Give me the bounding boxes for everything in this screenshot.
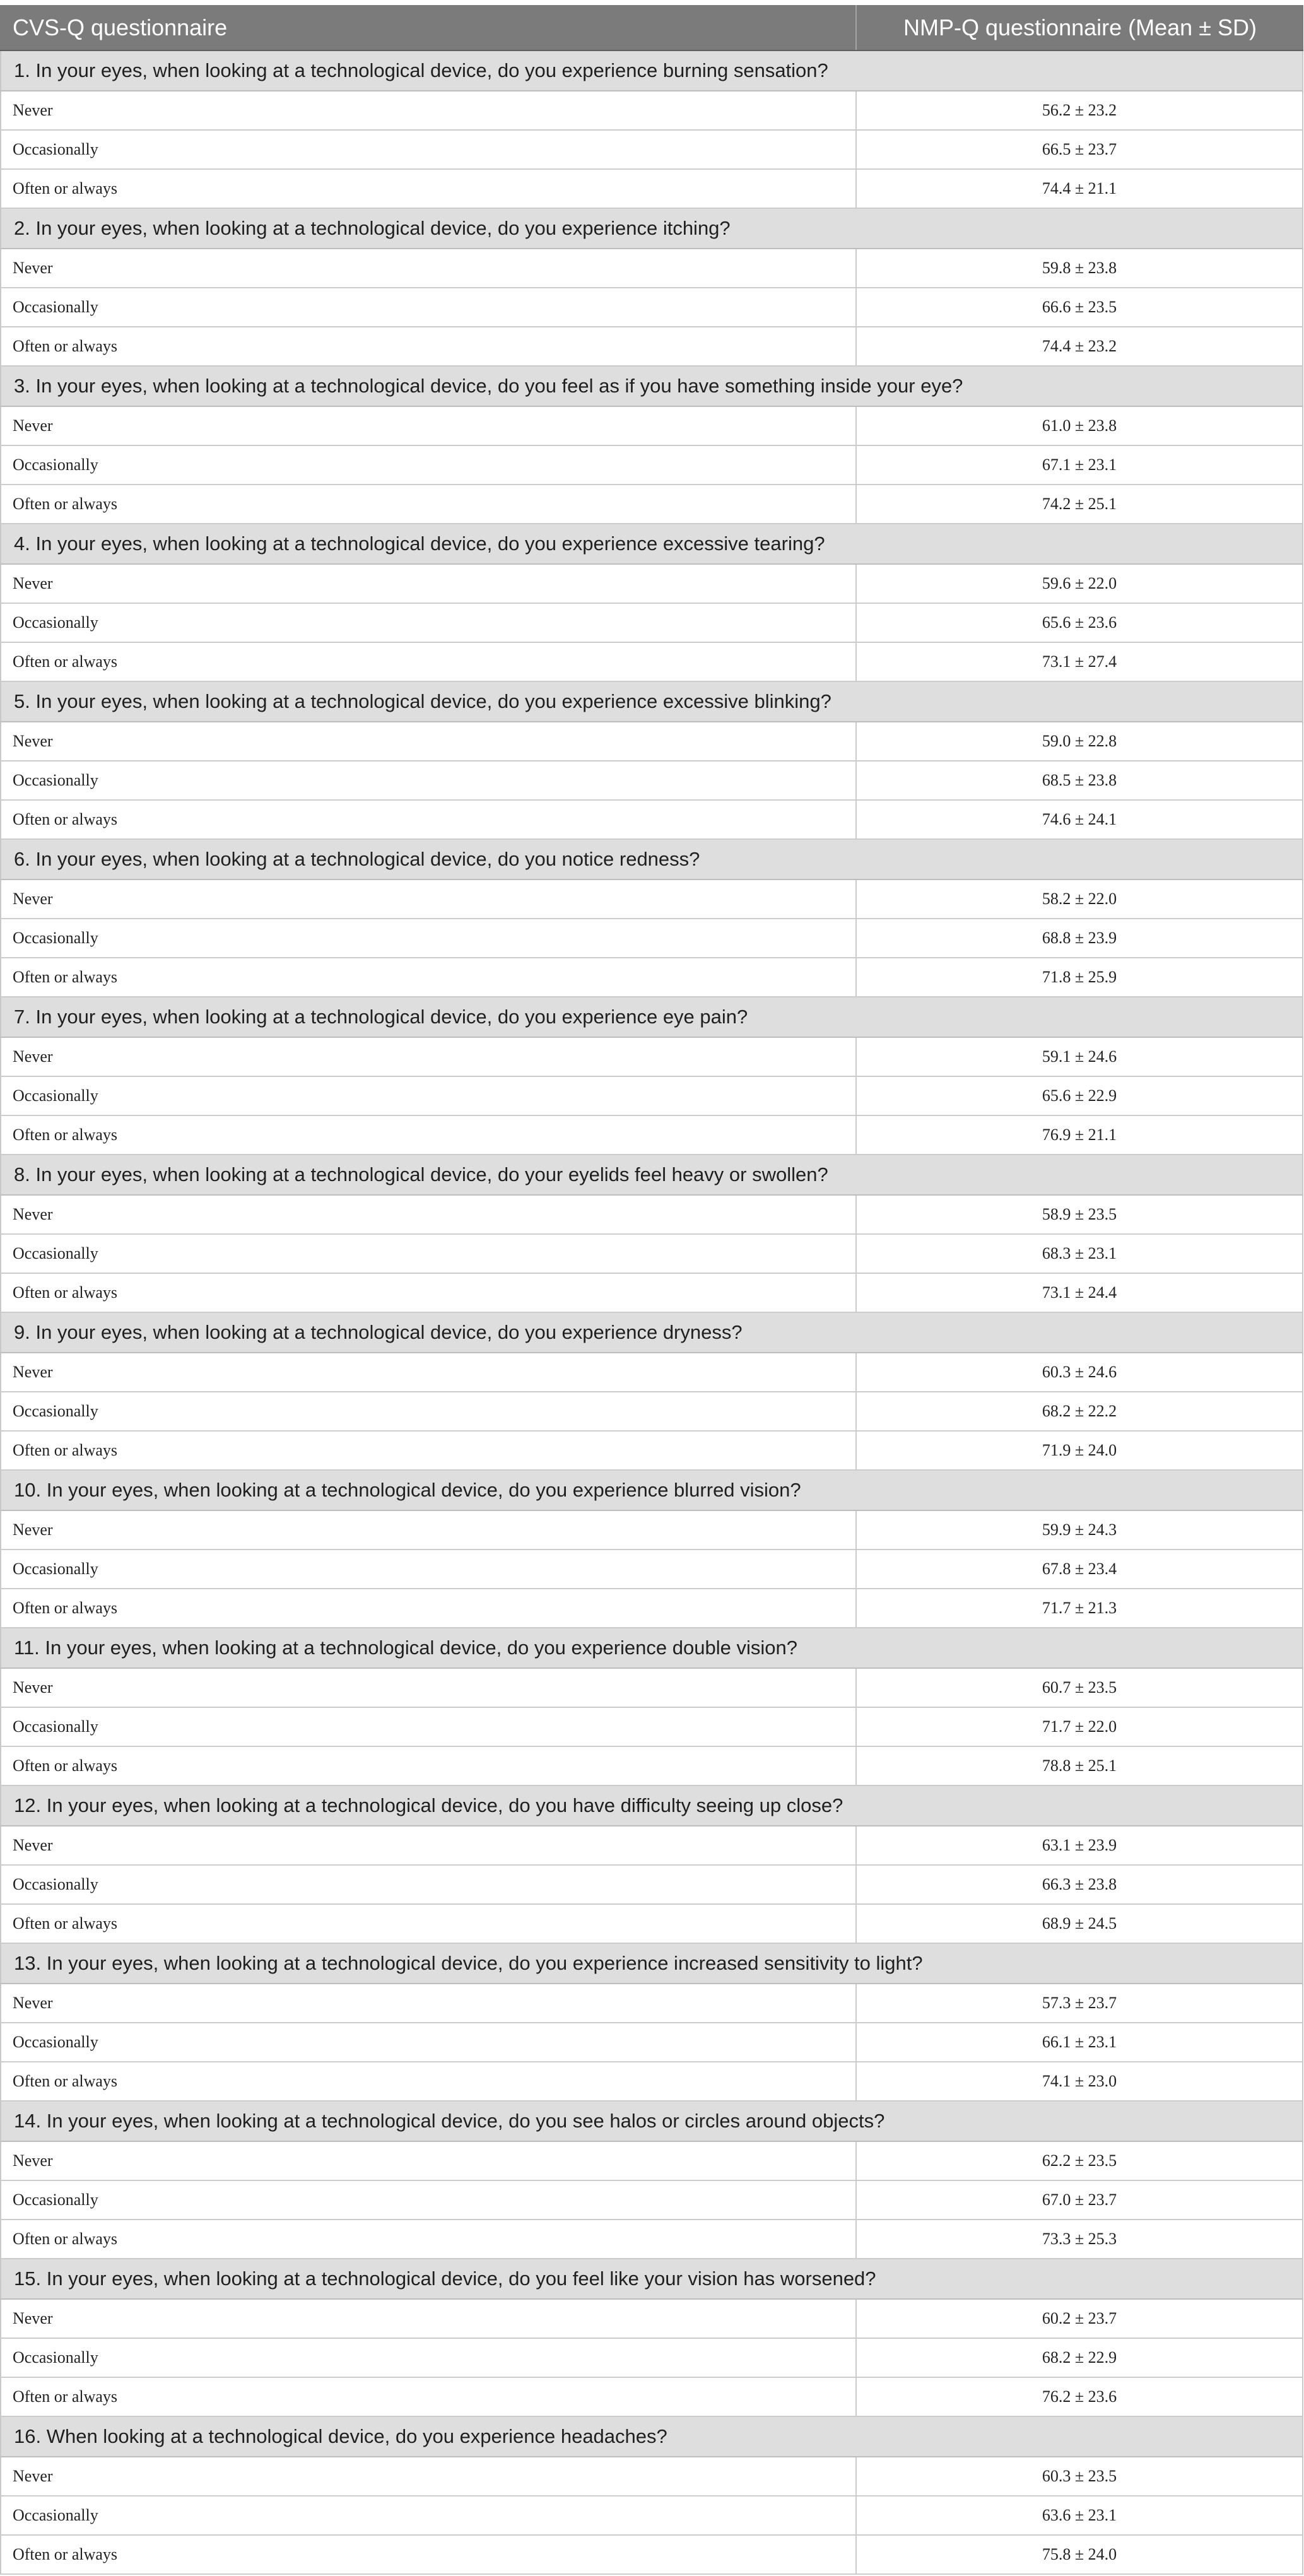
table-row (0, 1038, 1303, 1077)
table-row (0, 91, 1303, 131)
question-row: 13. In your eyes, when looking at a technological device, do you experience increased sensitivity to light? (0, 1944, 1303, 1984)
response-label: Never (1, 1353, 857, 1391)
mean-sd-value: 73.3 ± 25.3 (1042, 2230, 1117, 2248)
response-label: Occasionally (1, 762, 857, 799)
table-row (0, 288, 1303, 327)
response-label: Never (1, 880, 857, 918)
response-label: Occasionally (1, 1077, 857, 1115)
mean-sd-value: 68.9 ± 24.5 (1042, 1914, 1117, 1932)
table-row (0, 407, 1303, 446)
response-label: Often or always (1, 2062, 857, 2100)
mean-sd-value: 71.7 ± 22.0 (1042, 1717, 1117, 1736)
question-row: 8. In your eyes, when looking at a technological device, do your eyelids feel heavy or swollen? (0, 1155, 1303, 1196)
table-row (0, 643, 1303, 682)
table-row (0, 722, 1303, 762)
mean-sd-value: 68.2 ± 22.9 (1042, 2348, 1117, 2367)
mean-sd-value: 66.3 ± 23.8 (1042, 1875, 1117, 1893)
mean-sd-value: 61.0 ± 23.8 (1042, 416, 1117, 435)
mean-sd-value: 57.3 ± 23.7 (1042, 1994, 1117, 2012)
mean-sd-value: 58.9 ± 23.5 (1042, 1205, 1117, 1223)
response-label: Occasionally (1, 1708, 857, 1746)
table-row (0, 958, 1303, 997)
mean-sd-value: 66.5 ± 23.7 (1042, 140, 1117, 158)
mean-sd-value: 62.2 ± 23.5 (1042, 2151, 1117, 2170)
mean-sd-value: 68.3 ± 23.1 (1042, 1244, 1117, 1262)
table-row (0, 1550, 1303, 1589)
response-label: Occasionally (1, 2181, 857, 2219)
table-row (0, 1511, 1303, 1550)
table-row (0, 1353, 1303, 1392)
question-row: 3. In your eyes, when looking at a technological device, do you feel as if you have something inside your eye? (0, 367, 1303, 407)
table-row (0, 2300, 1303, 2339)
mean-sd-value: 66.1 ± 23.1 (1042, 2033, 1117, 2051)
response-label: Occasionally (1, 1550, 857, 1588)
mean-sd-value: 59.1 ± 24.6 (1042, 1047, 1117, 1066)
table-row (0, 919, 1303, 958)
question-row: 4. In your eyes, when looking at a technological device, do you experience excessive tearing? (0, 524, 1303, 565)
mean-sd-value: 67.0 ± 23.7 (1042, 2191, 1117, 2209)
table-row (0, 1905, 1303, 1944)
response-label: Often or always (1, 1116, 857, 1154)
response-label: Often or always (1, 2378, 857, 2416)
question-row: 7. In your eyes, when looking at a technological device, do you experience eye pain? (0, 997, 1303, 1038)
mean-sd-value: 75.8 ± 24.0 (1042, 2545, 1117, 2563)
table-row (0, 2142, 1303, 2181)
response-label: Never (1, 2300, 857, 2338)
table-row (0, 2062, 1303, 2102)
mean-sd-value: 74.4 ± 23.2 (1042, 337, 1117, 355)
mean-sd-value: 56.2 ± 23.2 (1042, 101, 1117, 119)
mean-sd-value: 65.6 ± 23.6 (1042, 613, 1117, 632)
mean-sd-value: 59.8 ± 23.8 (1042, 259, 1117, 277)
table-row (0, 1589, 1303, 1628)
response-label: Occasionally (1, 2497, 857, 2534)
mean-sd-value: 63.1 ± 23.9 (1042, 1836, 1117, 1854)
response-label: Never (1, 565, 857, 603)
response-label: Often or always (1, 1589, 857, 1627)
mean-sd-value: 78.8 ± 25.1 (1042, 1756, 1117, 1775)
table-row (0, 131, 1303, 170)
response-label: Often or always (1, 643, 857, 681)
table-row (0, 1747, 1303, 1786)
column-header-cvs-q: CVS-Q questionnaire (0, 5, 857, 50)
response-label: Occasionally (1, 1392, 857, 1430)
table-row (0, 1432, 1303, 1471)
table-row (0, 1196, 1303, 1235)
table-row (0, 801, 1303, 840)
table-row (0, 880, 1303, 919)
table-row (0, 762, 1303, 801)
table-row (0, 2457, 1303, 2497)
response-label: Often or always (1, 327, 857, 365)
question-row: 12. In your eyes, when looking at a technological device, do you have difficulty seeing up close? (0, 1786, 1303, 1826)
response-label: Never (1, 1511, 857, 1549)
table-row (0, 170, 1303, 209)
response-label: Often or always (1, 1905, 857, 1943)
response-label: Occasionally (1, 446, 857, 484)
table-row (0, 2220, 1303, 2259)
table-row (0, 485, 1303, 524)
mean-sd-value: 59.0 ± 22.8 (1042, 732, 1117, 750)
mean-sd-value: 63.6 ± 23.1 (1042, 2506, 1117, 2524)
mean-sd-value: 65.6 ± 22.9 (1042, 1086, 1117, 1105)
mean-sd-value: 58.2 ± 22.0 (1042, 890, 1117, 908)
table-row (0, 1826, 1303, 1866)
table-row (0, 446, 1303, 485)
mean-sd-value: 71.7 ± 21.3 (1042, 1599, 1117, 1617)
question-row: 15. In your eyes, when looking at a technological device, do you feel like your vision has worsened? (0, 2259, 1303, 2300)
response-label: Occasionally (1, 1235, 857, 1273)
question-row: 1. In your eyes, when looking at a technological device, do you experience burning sensation? (0, 51, 1303, 91)
question-row: 2. In your eyes, when looking at a technological device, do you experience itching? (0, 209, 1303, 249)
table-row (0, 2497, 1303, 2536)
mean-sd-value: 67.1 ± 23.1 (1042, 456, 1117, 474)
response-label: Occasionally (1, 2339, 857, 2377)
table-row (0, 249, 1303, 288)
response-label: Never (1, 91, 857, 129)
mean-sd-value: 68.8 ± 23.9 (1042, 929, 1117, 947)
mean-sd-value: 60.3 ± 23.5 (1042, 2467, 1117, 2485)
table-row (0, 565, 1303, 604)
table-row (0, 1392, 1303, 1432)
response-label: Never (1, 1984, 857, 2022)
mean-sd-value: 74.1 ± 23.0 (1042, 2072, 1117, 2090)
response-label: Often or always (1, 958, 857, 996)
table-row (0, 1866, 1303, 1905)
column-header-nmp-q: NMP-Q questionnaire (Mean ± SD) (903, 14, 1257, 40)
question-row: 16. When looking at a technological device, do you experience headaches? (0, 2417, 1303, 2457)
table-header-row (0, 5, 1303, 51)
mean-sd-value: 60.2 ± 23.7 (1042, 2309, 1117, 2327)
mean-sd-value: 74.6 ± 24.1 (1042, 810, 1117, 828)
response-label: Never (1, 407, 857, 445)
mean-sd-value: 68.5 ± 23.8 (1042, 771, 1117, 789)
mean-sd-value: 74.2 ± 25.1 (1042, 495, 1117, 513)
response-label: Occasionally (1, 2023, 857, 2061)
response-label: Often or always (1, 485, 857, 523)
mean-sd-value: 76.9 ± 21.1 (1042, 1126, 1117, 1144)
response-label: Occasionally (1, 1866, 857, 1903)
mean-sd-value: 71.8 ± 25.9 (1042, 968, 1117, 986)
mean-sd-value: 68.2 ± 22.2 (1042, 1402, 1117, 1420)
table-row (0, 1235, 1303, 1274)
table-row (0, 2536, 1303, 2575)
question-row: 14. In your eyes, when looking at a technological device, do you see halos or circles around objects? (0, 2102, 1303, 2142)
response-label: Often or always (1, 170, 857, 208)
mean-sd-value: 76.2 ± 23.6 (1042, 2387, 1117, 2406)
response-label: Never (1, 2142, 857, 2180)
response-label: Often or always (1, 1747, 857, 1785)
response-label: Occasionally (1, 288, 857, 326)
mean-sd-value: 59.6 ± 22.0 (1042, 574, 1117, 592)
table-row (0, 2339, 1303, 2378)
response-label: Never (1, 1669, 857, 1707)
mean-sd-value: 71.9 ± 24.0 (1042, 1441, 1117, 1459)
table-row (0, 1116, 1303, 1155)
mean-sd-value: 73.1 ± 24.4 (1042, 1283, 1117, 1302)
table-body (0, 51, 1303, 2575)
response-label: Occasionally (1, 919, 857, 957)
question-row: 11. In your eyes, when looking at a technological device, do you experience double vision? (0, 1628, 1303, 1669)
response-label: Often or always (1, 1274, 857, 1312)
response-label: Often or always (1, 2536, 857, 2573)
results-table (0, 5, 1303, 2575)
response-label: Never (1, 1196, 857, 1233)
response-label: Often or always (1, 1432, 857, 1469)
response-label: Never (1, 1038, 857, 1076)
response-label: Often or always (1, 801, 857, 838)
table-row (0, 2378, 1303, 2417)
table-row (0, 1077, 1303, 1116)
mean-sd-value: 59.9 ± 24.3 (1042, 1520, 1117, 1539)
response-label: Often or always (1, 2220, 857, 2258)
mean-sd-value: 74.4 ± 21.1 (1042, 179, 1117, 197)
mean-sd-value: 60.7 ± 23.5 (1042, 1678, 1117, 1697)
table-row (0, 1708, 1303, 1747)
mean-sd-value: 66.6 ± 23.5 (1042, 298, 1117, 316)
table-row (0, 2181, 1303, 2220)
mean-sd-value: 73.1 ± 27.4 (1042, 652, 1117, 671)
table-row (0, 327, 1303, 367)
question-row: 6. In your eyes, when looking at a technological device, do you notice redness? (0, 840, 1303, 880)
response-label: Never (1, 249, 857, 287)
question-row: 9. In your eyes, when looking at a technological device, do you experience dryness? (0, 1313, 1303, 1353)
response-label: Occasionally (1, 604, 857, 642)
table-row (0, 1669, 1303, 1708)
question-row: 10. In your eyes, when looking at a technological device, do you experience blurred vision? (0, 1471, 1303, 1511)
response-label: Never (1, 722, 857, 760)
question-row: 5. In your eyes, when looking at a technological device, do you experience excessive blinking? (0, 682, 1303, 722)
table-row (0, 1274, 1303, 1313)
response-label: Never (1, 1826, 857, 1864)
table-row (0, 604, 1303, 643)
mean-sd-value: 60.3 ± 24.6 (1042, 1363, 1117, 1381)
response-label: Occasionally (1, 131, 857, 168)
table-row (0, 1984, 1303, 2023)
response-label: Never (1, 2457, 857, 2495)
mean-sd-value: 67.8 ± 23.4 (1042, 1560, 1117, 1578)
table-row (0, 2023, 1303, 2062)
